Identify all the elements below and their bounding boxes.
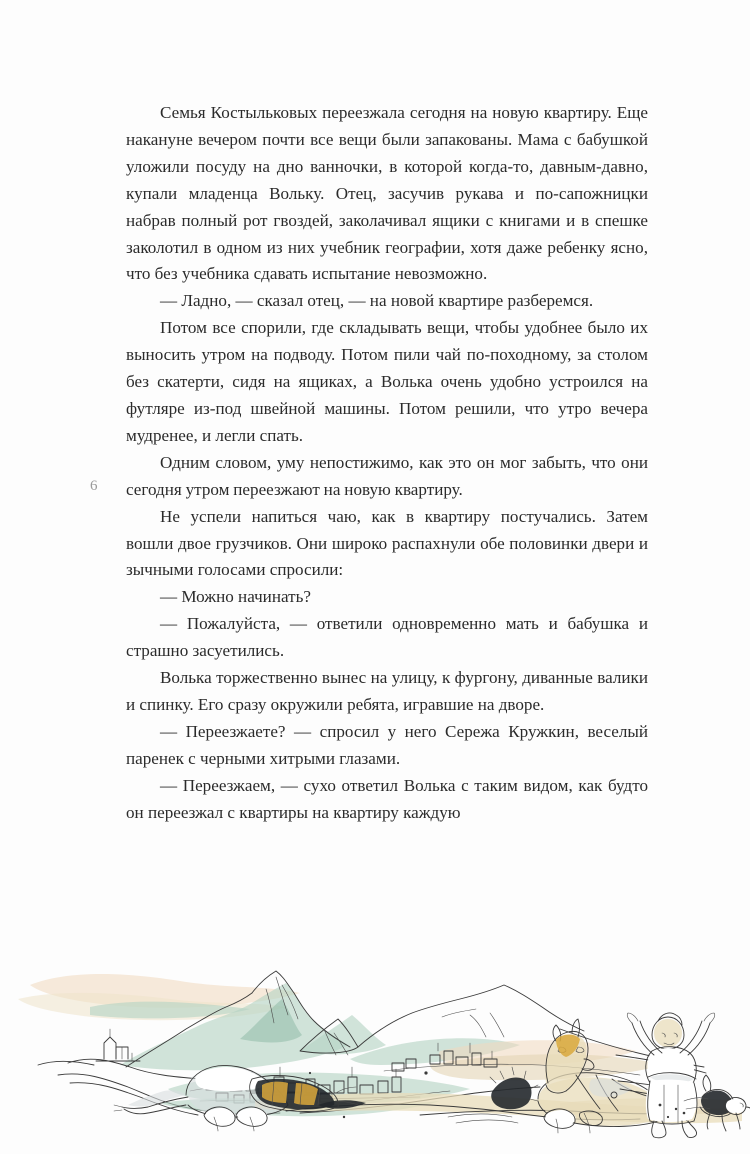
paragraph: Волька торжественно вынес на улицу, к фургону, диванные валики и спинку. Его сразу окружили ребята, игравшие на дворе. [126,668,648,714]
paragraph: — Можно начинать? [160,587,311,607]
paragraph: — Пожалуйста, — ответили одновременно мать и бабушка и страшно засуетились. [126,614,648,661]
paragraph: Одним словом, уму непостижимо, как это он мог забыть, что они сегодня утром переезжают на новую квартиру. [126,452,648,499]
paragraph: — Ладно, — сказал отец, — на новой квартире разберемся. [160,291,594,311]
paragraph: — Переезжаете? — спросил у него Сережа Кружкин, веселый паренек с черными хитрыми глазами. [126,721,648,768]
body-text-block [126,100,648,826]
hillside-village-left [96,1029,140,1061]
chapter-foot-illustration [0,955,750,1140]
paragraph: — Переезжаем, — сухо ответил Волька с таким видом, как будто он переезжал с квартиры на квартиру каждую [126,775,648,822]
paragraph: Семья Костыльковых переезжала сегодня на новую квартиру. Еще накануне вечером почти все вещи были запакованы. Мама с бабушкой уложили посуду на дно ванночки, в которой когда-то, давным-давно, купали младенца Вольку. Отец, засучив рукава и по-сапожницки набрав полный рот гвоздей, заколачивал ящики с книгами и в спешке заколотил в одном из них учебник географии, хотя даже ребенку ясно, что без учебника сдавать испытание невозможно. [126,103,648,284]
page-number: 6 [90,478,98,494]
paragraph: Потом все спорили, где складывать вещи, чтобы удобнее было их выносить утром на подводу. Потом пили чай по-походному, за столом без скатерти, сидя на ящиках, а Волька очень удобно устроился на футляре из-под швейной машины. Потом решили, что утро вечера мудренее, и легли спать. [126,318,648,445]
paragraph: Не успели напиться чаю, как в квартиру постучались. Затем вошли двое грузчиков. Они широко распахнули обе половинки двери и зычными голосами спросили: [126,506,648,580]
